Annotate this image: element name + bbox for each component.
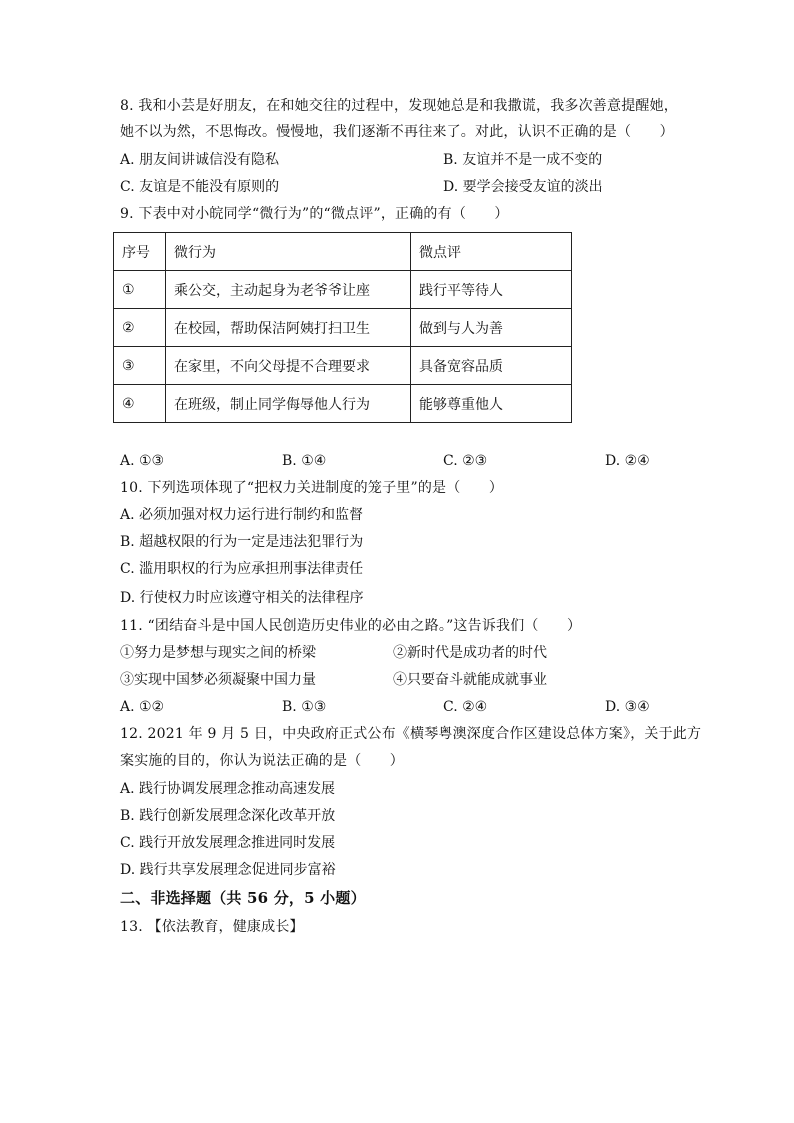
q8-option-b: B. 友谊并不是一成不变的 (443, 152, 603, 168)
q8-option-c: C. 友谊是不能没有原则的 (120, 179, 280, 195)
table-header-cell: 序号 (114, 233, 166, 271)
table-row (114, 271, 572, 309)
table-cell-behavior: 在班级，制止同学侮辱他人行为 (166, 385, 411, 423)
q11-option-c: C. ②④ (443, 699, 488, 715)
table-cell-number: ③ (114, 347, 166, 385)
q12-stem-line2: 案实施的目的，你认为说法正确的是（ ） (120, 753, 404, 769)
table-cell-comment: 具备宽容品质 (411, 347, 572, 385)
q10-option-a: A. 必须加强对权力运行进行制约和监督 (120, 507, 364, 523)
table-cell-comment: 践行平等待人 (411, 271, 572, 309)
table-cell-comment: 能够尊重他人 (411, 385, 572, 423)
section-title: 二、非选择题（共 56 分，5 小题） (120, 889, 366, 907)
table-row (114, 347, 572, 385)
q11-statement-4: ④只要奋斗就能成就事业 (393, 672, 547, 688)
q9-table (113, 232, 572, 423)
q9-option-c: C. ②③ (443, 453, 488, 469)
q9-option-b: B. ①④ (282, 453, 327, 469)
table-row (114, 309, 572, 347)
q11-option-b: B. ①③ (282, 699, 327, 715)
q11-option-d: D. ③④ (605, 699, 650, 715)
q8-stem-line2: 她不以为然，不思悔改。慢慢地，我们逐渐不再往来了。对此，认识不正确的是（ ） (120, 124, 674, 140)
q9-option-a: A. ①③ (120, 453, 165, 469)
q10-option-c: C. 滥用职权的行为应承担刑事法律责任 (120, 561, 364, 577)
q11-statement-1: ①努力是梦想与现实之间的桥梁 (120, 645, 316, 661)
table-header-cell: 微行为 (166, 233, 411, 271)
q9-stem: 9. 下表中对小皖同学“微行为”的“微点评”，正确的有（ ） (120, 206, 509, 222)
q9-option-d: D. ②④ (605, 453, 650, 469)
table-cell-behavior: 在家里，不向父母提不合理要求 (166, 347, 411, 385)
q12-option-a: A. 践行协调发展理念推动高速发展 (120, 781, 336, 797)
table-header-cell: 微点评 (411, 233, 572, 271)
table-cell-behavior: 在校园，帮助保洁阿姨打扫卫生 (166, 309, 411, 347)
q13-stem: 13. 【依法教育，健康成长】 (120, 919, 304, 935)
q12-option-d: D. 践行共享发展理念促进同步富裕 (120, 862, 336, 878)
table-row (114, 385, 572, 423)
q12-option-b: B. 践行创新发展理念深化改革开放 (120, 808, 336, 824)
table-cell-behavior: 乘公交，主动起身为老爷爷让座 (166, 271, 411, 309)
q11-statement-3: ③实现中国梦必须凝聚中国力量 (120, 672, 316, 688)
q10-option-b: B. 超越权限的行为一定是违法犯罪行为 (120, 534, 364, 550)
q11-stem: 11. “团结奋斗是中国人民创造历史伟业的必由之路。”这告诉我们（ ） (120, 618, 582, 634)
table-cell-number: ① (114, 271, 166, 309)
q12-stem-line1: 12. 2021 年 9 月 5 日，中央政府正式公布《横琴粤澳深度合作区建设总体方案》，关于此方 (120, 726, 702, 742)
q8-option-d: D. 要学会接受友谊的淡出 (443, 179, 603, 195)
table-cell-number: ② (114, 309, 166, 347)
q8-stem-line1: 8. 我和小芸是好朋友，在和她交往的过程中，发现她总是和我撒谎，我多次善意提醒她， (120, 98, 679, 114)
q10-stem: 10. 下列选项体现了“把权力关进制度的笼子里”的是（ ） (120, 480, 504, 496)
q10-option-d: D. 行使权力时应该遵守相关的法律程序 (120, 590, 364, 606)
q11-statement-2: ②新时代是成功者的时代 (393, 645, 547, 661)
table-cell-number: ④ (114, 385, 166, 423)
q8-option-a: A. 朋友间讲诚信没有隐私 (120, 152, 280, 168)
table-header-row (114, 233, 572, 271)
table-cell-comment: 做到与人为善 (411, 309, 572, 347)
q11-option-a: A. ①② (120, 699, 165, 715)
q12-option-c: C. 践行开放发展理念推进同时发展 (120, 835, 336, 851)
